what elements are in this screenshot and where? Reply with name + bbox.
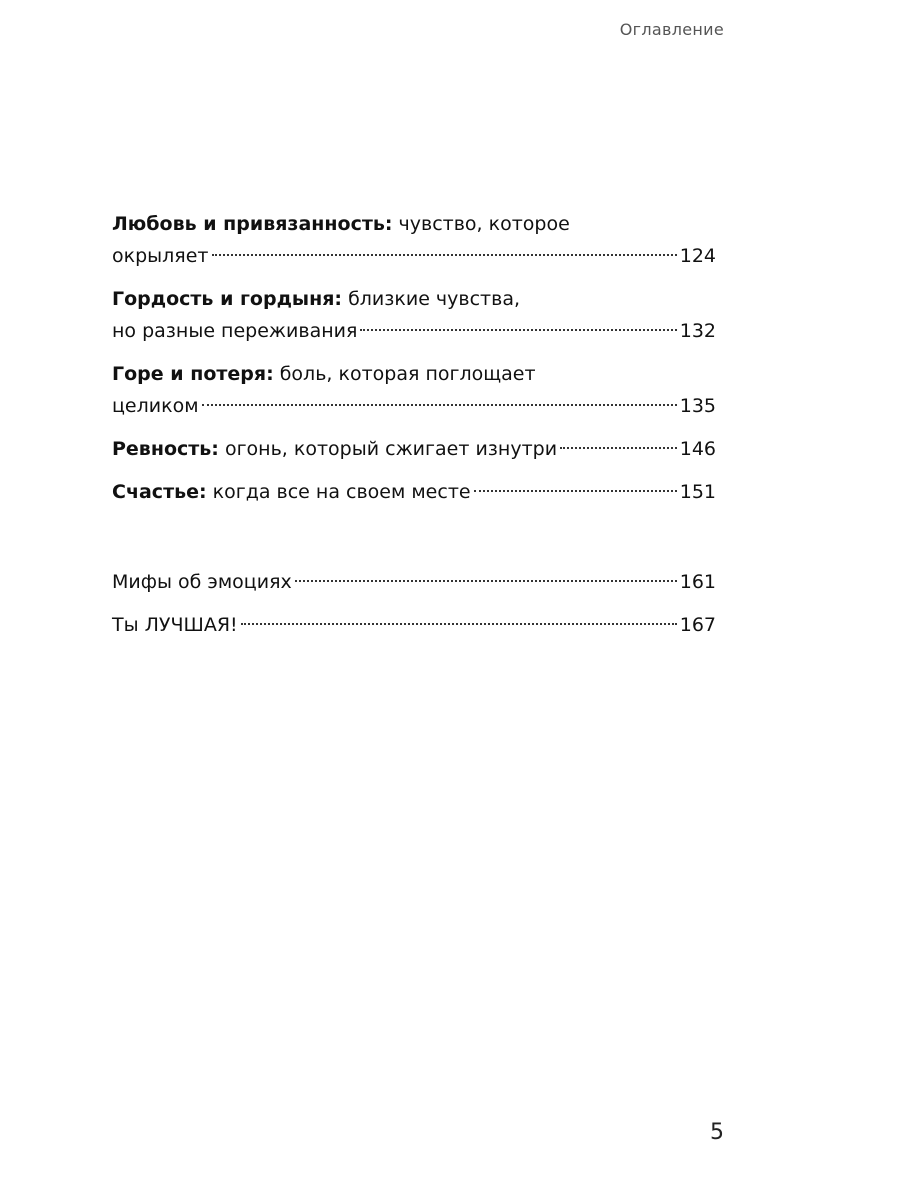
running-header: Оглавление bbox=[619, 20, 724, 39]
toc-page-number: 167 bbox=[679, 614, 716, 636]
toc-entry-jealousy[interactable] bbox=[112, 433, 716, 465]
toc-page-number: 151 bbox=[679, 481, 716, 503]
dot-leader bbox=[295, 580, 677, 582]
toc-entry-happiness[interactable] bbox=[112, 476, 716, 508]
toc-entry-grief[interactable] bbox=[112, 358, 716, 422]
toc-entry-subtitle: близкие чувства, bbox=[342, 288, 520, 310]
dot-leader bbox=[474, 490, 677, 492]
toc-entry-bold-title: Ревность: bbox=[112, 438, 219, 460]
toc-entry-subtitle: когда все на своем месте bbox=[206, 481, 471, 503]
toc-entry-subtitle: огонь, который сжигает изнутри bbox=[218, 438, 558, 460]
toc-entry-bold-title: Горе и потеря: bbox=[112, 363, 274, 385]
toc-entry-love[interactable] bbox=[112, 208, 716, 272]
toc-entry-myths[interactable] bbox=[112, 566, 716, 598]
toc-page-number: 124 bbox=[679, 245, 716, 267]
table-of-contents bbox=[112, 208, 716, 652]
page-number: 5 bbox=[710, 1120, 724, 1145]
dot-leader bbox=[202, 404, 677, 406]
toc-entry-pride[interactable] bbox=[112, 283, 716, 347]
dot-leader bbox=[560, 447, 677, 449]
toc-page-number: 146 bbox=[679, 438, 716, 460]
toc-entry-title: Ты ЛУЧШАЯ! bbox=[112, 614, 238, 636]
dot-leader bbox=[212, 254, 677, 256]
toc-entry-bold-title: Любовь и привязанность: bbox=[112, 213, 393, 235]
toc-entry-title: Мифы об эмоциях bbox=[112, 571, 292, 593]
toc-entry-subtitle: боль, которая поглощает bbox=[273, 363, 536, 385]
toc-entry-bold-title: Счастье: bbox=[112, 481, 207, 503]
toc-page-number: 132 bbox=[679, 320, 716, 342]
toc-entry-you-are-best[interactable] bbox=[112, 609, 716, 641]
toc-page-number: 135 bbox=[679, 395, 716, 417]
toc-page-number: 161 bbox=[679, 571, 716, 593]
toc-entry-subtitle-continued: целиком bbox=[112, 395, 199, 417]
toc-entry-subtitle-continued: но разные переживания bbox=[112, 320, 358, 342]
toc-entry-bold-title: Гордость и гордыня: bbox=[112, 288, 343, 310]
dot-leader bbox=[241, 623, 677, 625]
dot-leader bbox=[360, 329, 676, 331]
toc-entry-subtitle-continued: окрыляет bbox=[112, 245, 209, 267]
toc-entry-subtitle: чувство, которое bbox=[392, 213, 570, 235]
